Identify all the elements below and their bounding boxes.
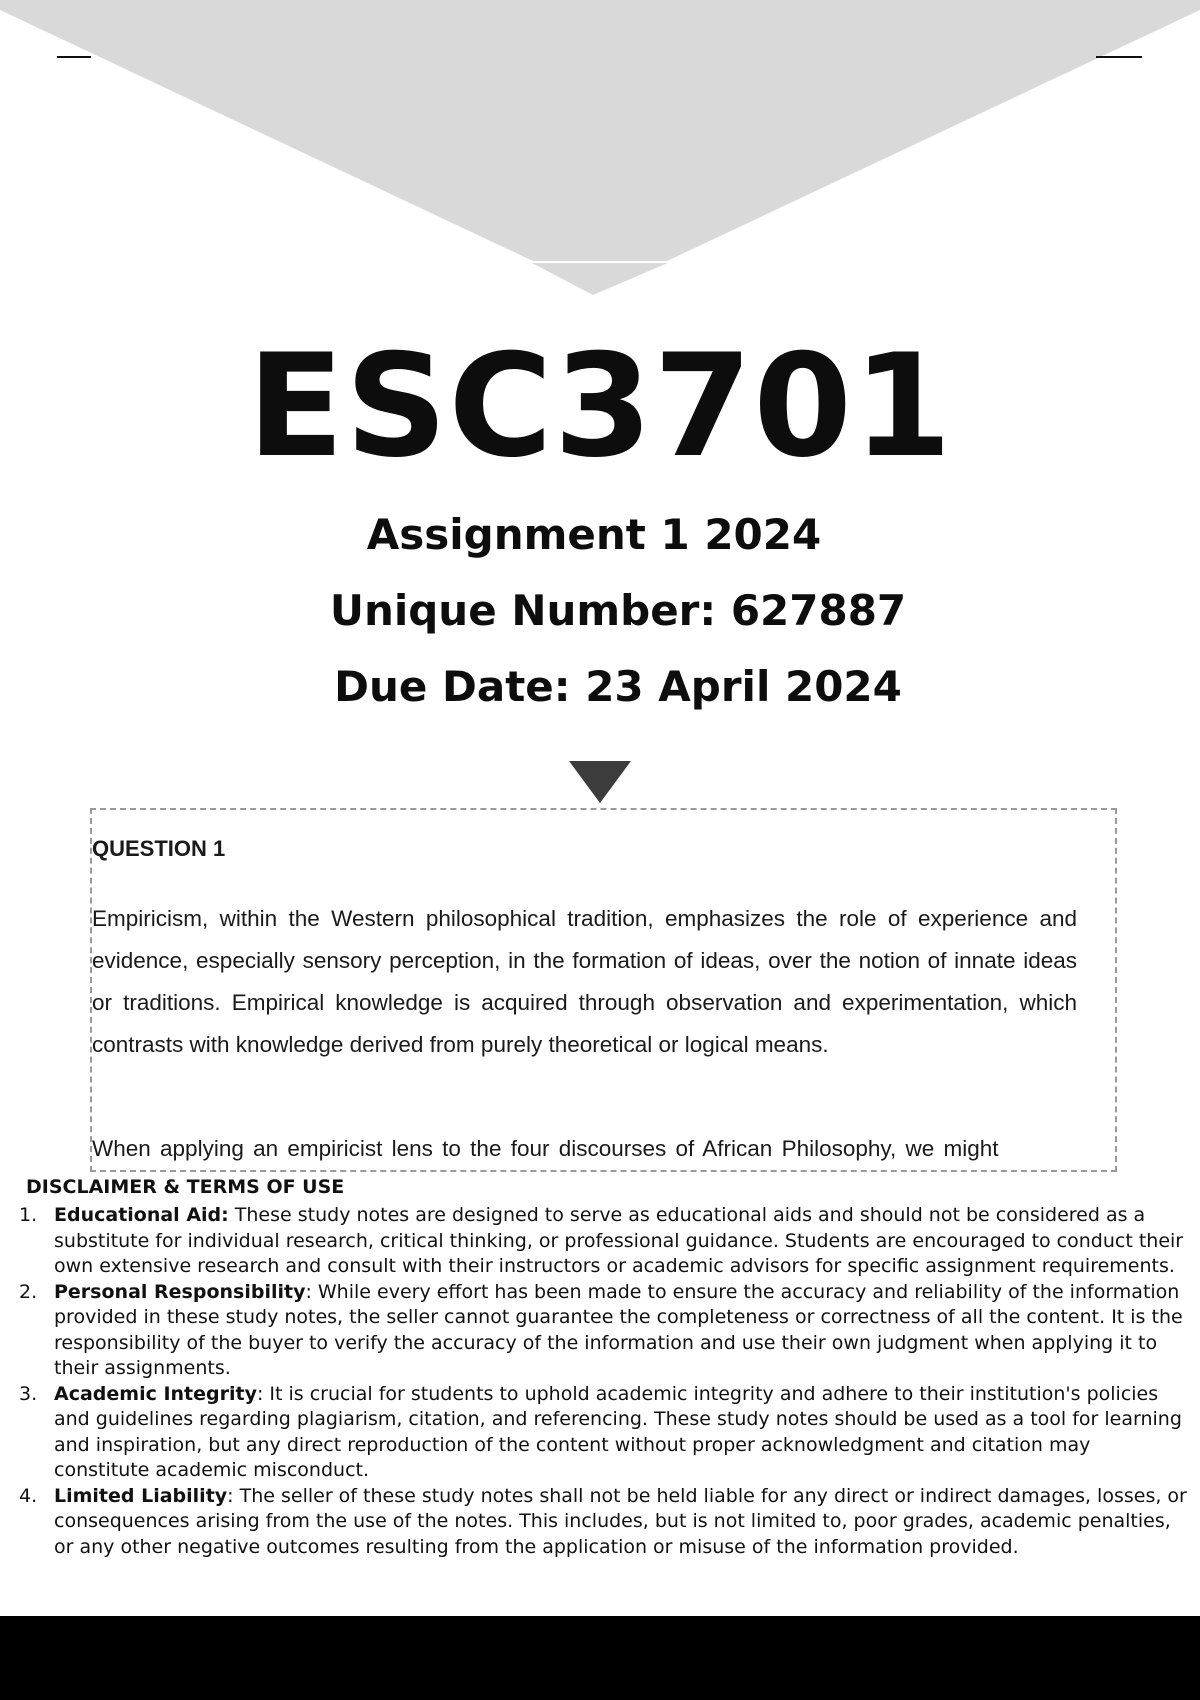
terms-list-item bbox=[0, 1484, 1200, 1561]
term-number: 3. bbox=[19, 1382, 38, 1405]
term-text: : The seller of these study notes shall not be held liable for any direct or indirect damages, losses, or consequences arising from the use of the notes. This includes, but is not limited to, poor grades, academic penalties, or any other negative outcomes resulting from the application or misuse of the information provided. bbox=[54, 1484, 1187, 1558]
due-date-label: Due Date: 23 April 2024 bbox=[334, 662, 902, 711]
question-title: QUESTION 1 bbox=[92, 836, 226, 861]
header-rule-right bbox=[1096, 56, 1142, 58]
question-excerpt-box bbox=[90, 808, 1117, 1172]
terms-list bbox=[0, 1203, 1200, 1560]
down-arrow-icon bbox=[569, 761, 631, 803]
terms-list-item bbox=[0, 1382, 1200, 1484]
terms-list-item bbox=[0, 1203, 1200, 1280]
course-code-title: ESC3701 bbox=[247, 324, 953, 489]
term-text: : It is crucial for students to uphold academic integrity and adhere to their institution's policies and guidelines regarding plagiarism, citation, and referencing. These study notes should be used as a tool for learning and inspiration, but any direct reproduction of the content without proper acknowledgment and citation may constitute academic misconduct. bbox=[54, 1382, 1182, 1481]
disclaimer-title: DISCLAIMER & TERMS OF USE bbox=[26, 1176, 345, 1198]
bottom-black-bar bbox=[0, 1616, 1200, 1700]
terms-list-item bbox=[0, 1280, 1200, 1382]
term-number: 1. bbox=[19, 1204, 38, 1226]
unique-number-label: Unique Number: 627887 bbox=[329, 586, 907, 635]
question-paragraph-2: When applying an empiricist lens to the four discourses of African Philosophy, we might bbox=[92, 1136, 999, 1161]
term-heading: Educational Aid: bbox=[54, 1204, 229, 1226]
header-chevron-banner bbox=[0, 0, 1200, 300]
question-paragraph-1: Empiricism, within the Western philosophical tradition, emphasizes the role of experience and evidence, especially sensory perception, in the formation of ideas, over the notion of innate ideas or traditions. Empirical knowledge is acquired through observation and experimentation, which contrasts with knowledge derived from purely theoretical or logical means. bbox=[92, 906, 1077, 1057]
term-heading: Personal Responsibility bbox=[54, 1280, 306, 1303]
header-rule-left bbox=[57, 56, 91, 58]
assignment-label: Assignment 1 2024 bbox=[366, 510, 822, 559]
term-heading: Academic Integrity bbox=[54, 1382, 257, 1405]
term-heading: Limited Liability bbox=[54, 1484, 228, 1507]
term-text: : While every effort has been made to ensure the accuracy and reliability of the information provided in these study notes, the seller cannot guarantee the completeness or correctness of all the content. It is the responsibility of the buyer to verify the accuracy of the information and use their own judgment when applying it to their assignments. bbox=[54, 1280, 1183, 1379]
term-number: 2. bbox=[19, 1280, 38, 1303]
term-number: 4. bbox=[19, 1484, 38, 1507]
term-text: These study notes are designed to serve as educational aids and should not be considered as a substitute for individual research, critical thinking, or professional guidance. Students are encouraged to conduct their own extensive research and consult with their instructors or academic advisors for specific assignment requirements. bbox=[54, 1204, 1184, 1277]
